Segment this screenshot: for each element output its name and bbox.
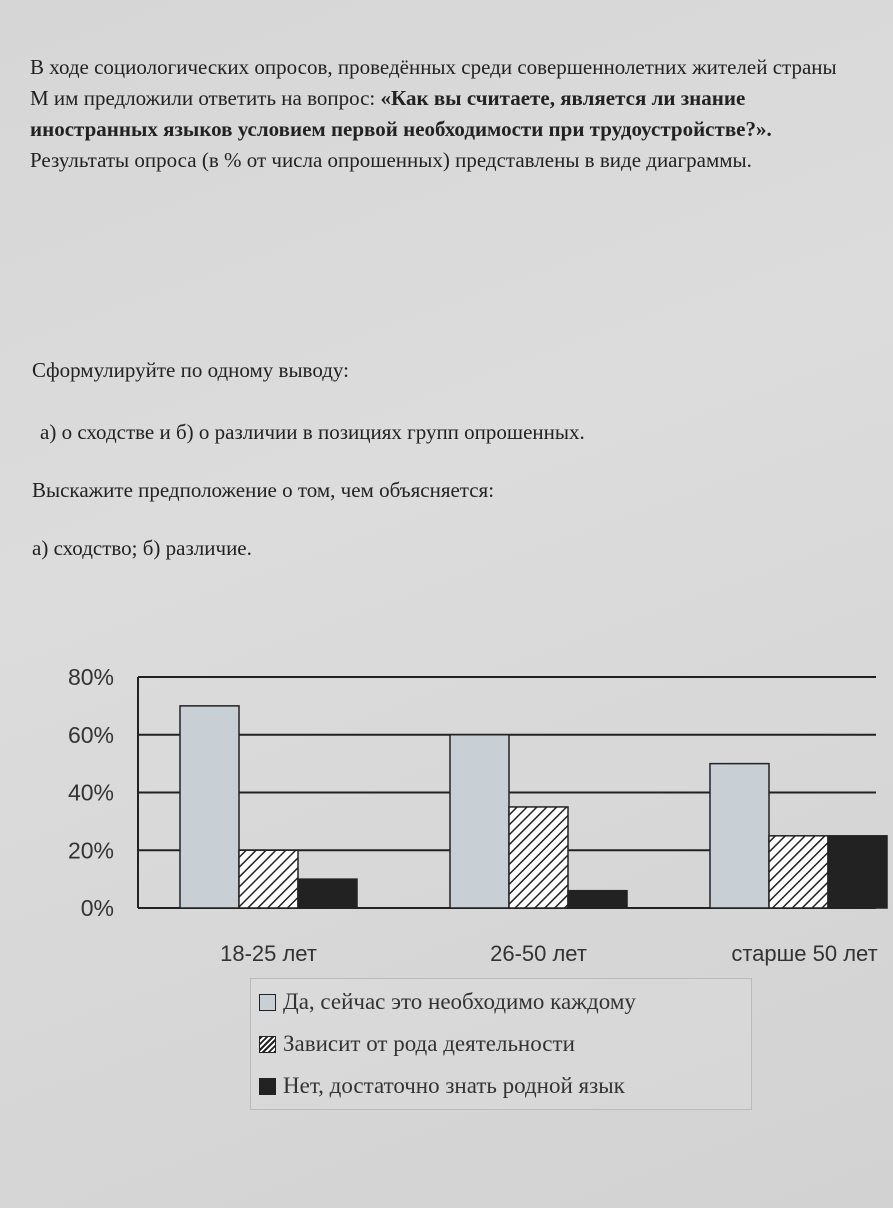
task-suppose-items: а) сходство; б) различие. [32,536,252,560]
intro-paragraph [30,52,860,176]
bar-dependent [509,807,568,908]
y-tick-label: 0% [80,895,114,921]
bar-dependent [769,836,828,908]
y-tick-label: 40% [67,779,114,806]
task-suppose: Выскажите предположение о том, чем объясняется: [32,478,495,502]
y-tick-label: 20% [67,837,114,864]
problem-text [30,52,860,176]
intro-part2: Результаты опроса (в % от числа опрошенных) представлены в виде диаграммы. [30,148,752,172]
legend-swatch-light-icon [259,994,276,1011]
x-axis-ticks [220,941,878,966]
bars [180,706,887,908]
legend-swatch-hatched-icon [259,1036,276,1053]
x-tick-label: 18-25 лет [220,941,317,966]
bar-yes [710,764,769,908]
survey-question: «Как вы считаете, является ли знание иностранных языков условием первой необходимости при трудоустройстве?». [30,86,772,141]
y-axis-ticks [68,664,114,921]
task-formulate-items: а) о сходстве и б) о различии в позициях групп опрошенных. [40,420,585,444]
intro-part1: В ходе социологических опросов, проведённых среди совершеннолетних жителей страны М им предложили ответить на вопрос: [30,55,837,110]
bar-dependent [239,850,298,908]
legend-label-no: Нет, достаточно знать родной язык [283,1073,625,1098]
bar-chart [0,640,893,980]
legend-swatch-dark-icon [259,1078,276,1095]
bar-no [568,891,627,908]
y-tick-label: 80% [67,664,114,690]
y-tick-label: 60% [67,721,114,748]
x-tick-label: старше 50 лет [731,941,878,966]
bar-yes [450,735,509,908]
bar-no [828,836,887,908]
legend-label-dependent: Зависит от рода деятельности [283,1031,575,1056]
legend-label-yes: Да, сейчас это необходимо каждому [283,989,636,1014]
chart-legend [250,978,752,1110]
x-tick-label: 26-50 лет [490,941,587,966]
legend-item-no [259,1073,625,1099]
bar-yes [180,706,239,908]
legend-item-dependent [259,1031,575,1057]
task-formulate: Сформулируйте по одному выводу: [32,358,349,382]
legend-item-yes [259,989,636,1015]
bar-no [298,879,357,908]
